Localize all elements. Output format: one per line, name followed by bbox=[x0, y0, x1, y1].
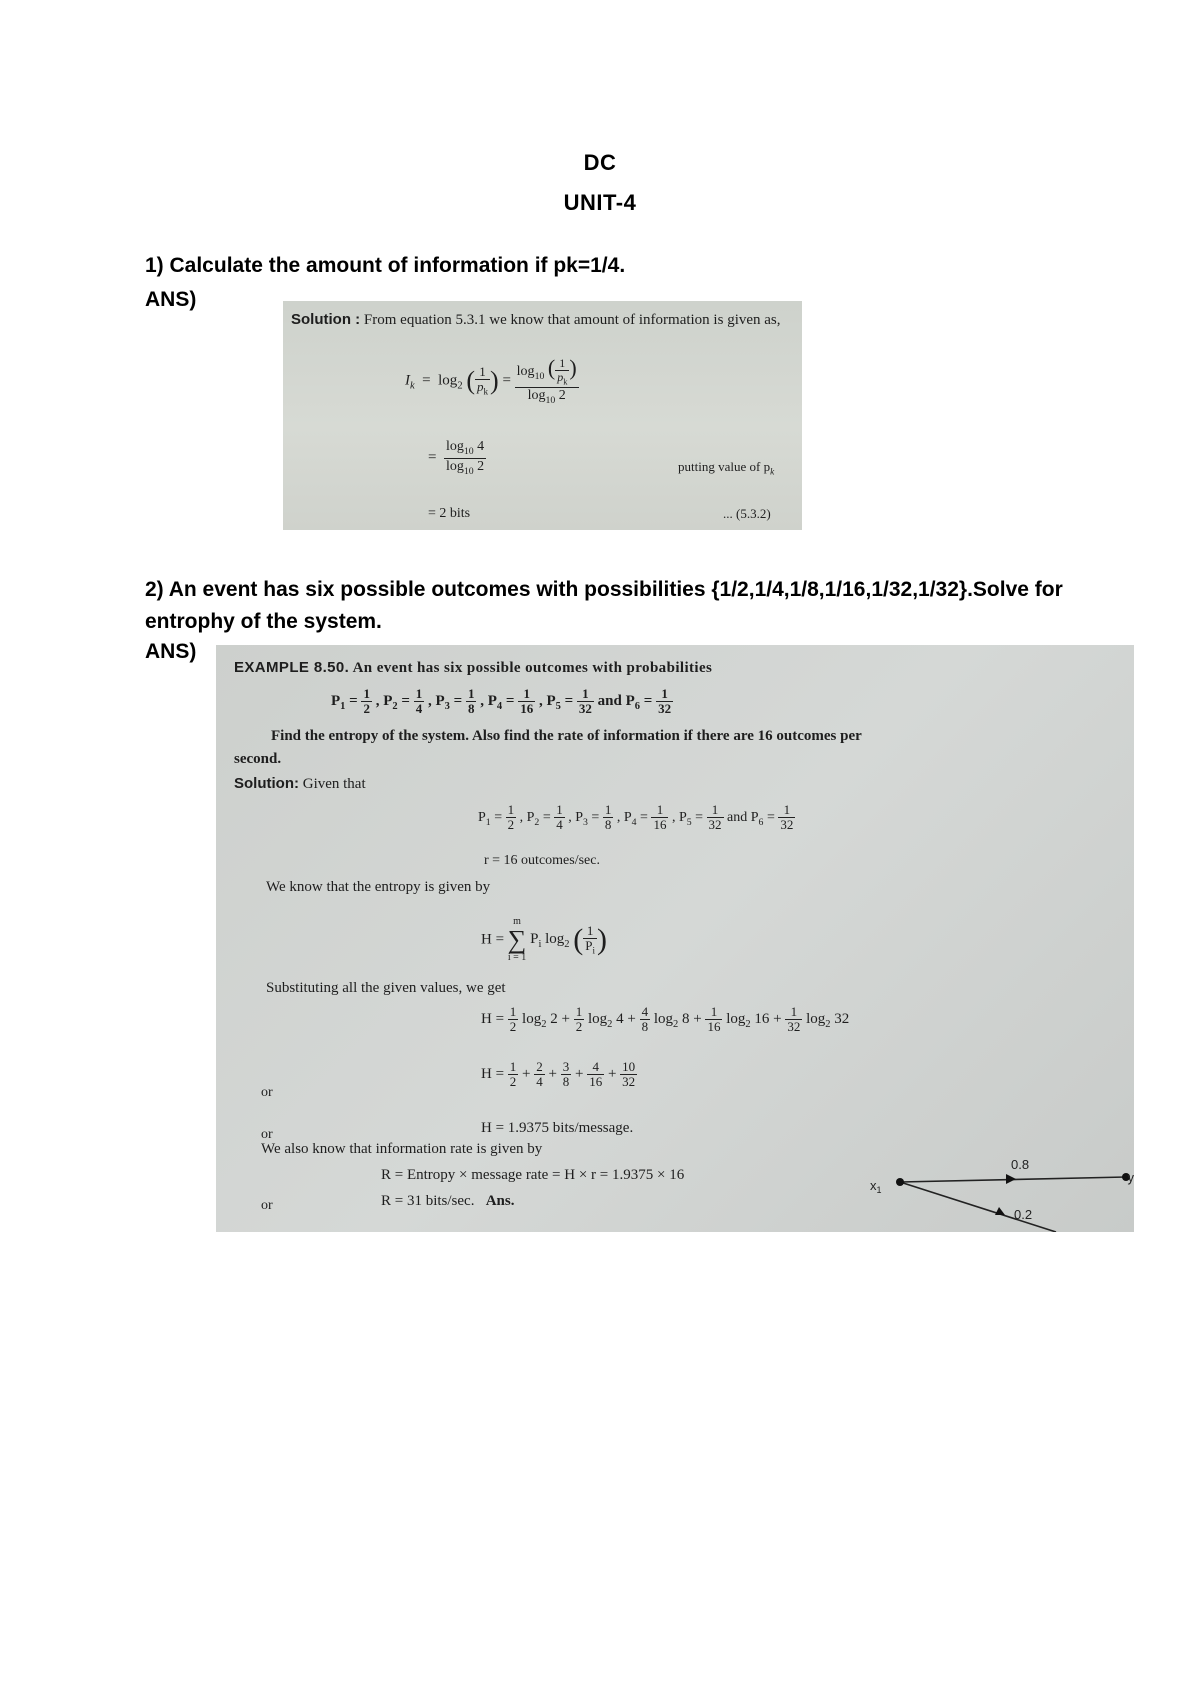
fraction: $\frac{1}{2}$ bbox=[575, 1004, 583, 1035]
fraction: $\frac{1}{16}$ bbox=[707, 1004, 721, 1035]
fraction: $\frac{1}{32}$ bbox=[578, 686, 592, 717]
prob-bottom-label: 0.2 bbox=[1014, 1207, 1033, 1222]
x-label: $x_1$ bbox=[870, 1178, 882, 1195]
find-entropy-text: Find the entropy of the system. Also find the rate of information if there are 16 outcomes per bbox=[271, 728, 862, 744]
entropy-formula: H = m ∑ i = 1 $P_i$ $\log_2$ ( $\frac{1}{P_i}$ ) bbox=[481, 916, 608, 963]
fraction: $\frac{1}{8}$ bbox=[604, 802, 612, 833]
given-text: Given that bbox=[302, 776, 366, 792]
rate-result: R = 31 bits/sec. bbox=[381, 1193, 475, 1209]
rate-intro: We also know that information rate is given by bbox=[261, 1141, 543, 1157]
answer-2-label: ANS) bbox=[145, 640, 197, 663]
fraction: $\frac{10}{32}$ bbox=[622, 1059, 636, 1090]
fraction: $\frac{1}{2}$ bbox=[509, 1059, 517, 1090]
rate-equation: R = Entropy × message rate = H × r = 1.9375 × 16 bbox=[381, 1167, 685, 1183]
substitution-step: = $\frac{\log_{10} 4}{\log_{10} 2}$ bbox=[428, 439, 485, 477]
fraction: $\frac{1}{2}$ bbox=[363, 686, 370, 717]
arrow-bottom bbox=[995, 1207, 1005, 1215]
example-label: EXAMPLE 8.50. bbox=[234, 659, 350, 676]
answer-1-image: Solution : From equation 5.3.1 we know that amount of information is given as, $I_k = \log_2$ ( $\frac{1}{p_k}$ ) = $\log_{10}$ ( $\frac{1}{p_k}$ ) $\log_{10} 2$ = $\frac{\log_{10} 4}{\log_{10} 2}$ putting value of $p_k$ = 2 bits ... (5.3.2) bbox=[283, 301, 802, 530]
answer-1-label: ANS) bbox=[145, 288, 197, 311]
question-1: 1) Calculate the amount of information if pk=1/4. bbox=[145, 254, 626, 277]
fraction: $\frac{1}{16}$ bbox=[653, 802, 667, 833]
prob-top-label: 0.8 bbox=[1011, 1157, 1030, 1172]
outcome-rate: r = 16 outcomes/sec. bbox=[484, 853, 600, 868]
solution-text: From equation 5.3.1 we know that amount of information is given as, bbox=[363, 312, 781, 328]
answer-2-image bbox=[216, 645, 1134, 1232]
putting-value-note: putting value of p bbox=[678, 459, 771, 474]
y-label: y bbox=[1127, 1170, 1134, 1185]
or-label-3: or bbox=[261, 1198, 273, 1213]
fraction: $\frac{1}{32}$ bbox=[787, 1004, 801, 1035]
second-text: second. bbox=[234, 751, 282, 767]
channel-line-bottom bbox=[900, 1182, 1056, 1232]
entropy-intro: We know that the entropy is given by bbox=[266, 879, 491, 895]
fraction: $\frac{1}{8}$ bbox=[467, 686, 475, 717]
fraction: $\frac{1}{2}$ bbox=[509, 1004, 517, 1035]
fraction: $\frac{1}{32}$ bbox=[658, 686, 672, 717]
example-text: An event has six possible outcomes with probabilities bbox=[352, 660, 713, 676]
equation-reference: ... (5.3.2) bbox=[723, 506, 771, 521]
fraction-sum: H = $\frac{1}{2}$ + $\frac{2}{4}$ + $\frac{3}{8}$ + $\frac{4}{16}$ + $\frac{10}{32}$ bbox=[481, 1059, 636, 1090]
question-2: 2) An event has six possible outcomes with possibilities {1/2,1/4,1/8,1/16,1/32,1/32}.Solve for entrophy of the system. bbox=[145, 578, 1063, 633]
solution-label: Solution : bbox=[291, 311, 361, 328]
fraction: $\frac{1}{32}$ bbox=[780, 802, 794, 833]
probabilities-line: $P_1$ = $\frac{1}{2}$ , $P_2$ = $\frac{1}{4}$ , $P_3$ = $\frac{1}{8}$ , $P_4$ = $\frac{1}{16}$ , $P_5$ = $\frac{1}{32}$ and $P_6$ = $\frac{1}{32}$ bbox=[331, 686, 672, 717]
given-probabilities: $P_1$ = $\frac{1}{2}$ , $P_2$ = $\frac{1}{4}$ , $P_3$ = $\frac{1}{8}$ , $P_4$ = $\frac{1}{16}$ , $P_5$ = $\frac{1}{32}$ and $P_6$ = $\frac{1}{32}$ bbox=[478, 802, 794, 833]
fraction: $\frac{4}{8}$ bbox=[641, 1004, 649, 1035]
arrow-top bbox=[1006, 1174, 1016, 1184]
document-subject: DC bbox=[583, 150, 617, 175]
document-unit: UNIT-4 bbox=[563, 190, 637, 215]
fraction: $\frac{1}{16}$ bbox=[520, 686, 534, 717]
or-label-1: or bbox=[261, 1085, 273, 1100]
fraction: $\frac{2}{4}$ bbox=[536, 1059, 543, 1090]
result-bits: = 2 bits bbox=[428, 506, 471, 521]
solution-label: Solution: bbox=[234, 775, 299, 792]
channel-diagram bbox=[856, 1155, 1134, 1232]
substituting-text: Substituting all the given values, we get bbox=[266, 980, 506, 996]
entropy-result: H = 1.9375 bits/message. bbox=[481, 1120, 634, 1136]
information-formula: $I_k = \log_2$ ( $\frac{1}{p_k}$ ) = $\log_{10}$ ( $\frac{1}{p_k}$ ) $\log_{10} 2$ bbox=[405, 355, 577, 406]
fraction: $\frac{1}{32}$ bbox=[708, 802, 722, 833]
fraction: $\frac{3}{8}$ bbox=[562, 1059, 570, 1090]
node-x1 bbox=[896, 1178, 904, 1186]
or-label-2: or bbox=[261, 1127, 273, 1142]
fraction: $\frac{4}{16}$ bbox=[589, 1059, 603, 1090]
fraction: $\frac{1}{4}$ bbox=[415, 686, 423, 717]
fraction: $\frac{1}{4}$ bbox=[556, 802, 563, 833]
ans-word: Ans. bbox=[485, 1193, 515, 1209]
substituted-expression: H = $\frac{1}{2}$ $\log_2 2$ + $\frac{1}{2}$ $\log_2 4$ + $\frac{4}{8}$ $\log_2 8$ + $\frac{1}{16}$ $\log_2 16$ + $\frac{1}{32}$ $\log_2 32$ bbox=[481, 1004, 850, 1035]
fraction: $\frac{1}{2}$ bbox=[507, 802, 515, 833]
